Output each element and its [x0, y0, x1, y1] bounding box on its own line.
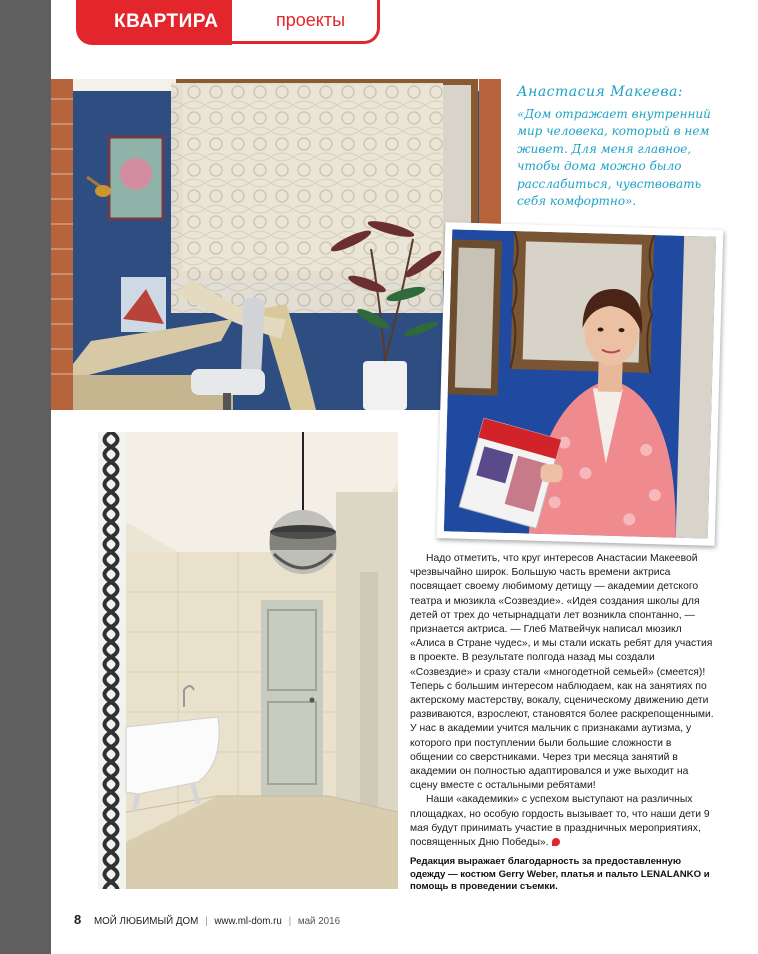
- rubric-tab[interactable]: [232, 0, 380, 44]
- portrait-photo: [437, 222, 724, 546]
- section-tab[interactable]: [76, 0, 232, 45]
- page-footer: [74, 912, 340, 927]
- magazine-name: МОЙ ЛЮБИМЫЙ ДОМ: [93, 916, 199, 927]
- article-paragraph-2: [410, 793, 715, 850]
- end-mark-icon: [552, 838, 560, 846]
- section-label: КВАРТИРА: [114, 11, 219, 32]
- bathroom-photo: [98, 432, 398, 889]
- page-number: 8: [74, 912, 82, 927]
- quote-author: Анастасия Макеева:: [517, 84, 684, 100]
- footer-separator: |: [205, 916, 208, 927]
- quote-text: «Дом отражает внутренний мир человека, который в нем живет. Для меня главное, чтобы дома можно было расслабиться, чувствовать себя комфортно».: [517, 107, 711, 209]
- balcony-photo: [51, 79, 501, 410]
- article-body: [410, 552, 715, 850]
- page-gutter: [0, 0, 51, 954]
- footer-separator-2: |: [288, 916, 292, 927]
- article-paragraph-2-text: Наши «академики» с успехом выступают на различных площадках, но особую гордость вызывает то, что наши дети 9 мая будут принимать участие в праздничных мероприятиях, посвященных Дню Победы».: [410, 794, 710, 849]
- rubric-label: проекты: [276, 10, 346, 30]
- issue-date: май 2016: [297, 916, 341, 927]
- credits-note: Редакция выражает благодарность за предоставленную одежду — костюм Gerry Weber, платья и пальто LENALANKO и помощь в проведении съемки.: [410, 856, 710, 892]
- article-paragraph-1: Надо отметить, что круг интересов Анастасии Макеевой чрезвычайно широк. Большую часть времени актриса посвящает своему любимому детищу — академии детского театра и мюзикла «Созвездие». «Идея создания школы для детей от трех до четырнадцати лет возникла спонтанно, — признается актриса. — Глеб Матвейчук написал мюзикл «Алиса в Стране чудес», и мы стали искать ребят для участия в проекте. В результате полгода назад мы создали «Созвездие» и сразу стали «многодетной семьей» (смеется)! Теперь с большим интересом наблюдаем, как на занятиях по актерскому мастерству, вокалу, сценическому движению дети развиваются, взрослеют, становятся более раскрепощенными. У нас в академии учится мальчик с признаками аутизма, у которого при поступлении были большие сложности в общении со сверстниками. Через три месяца занятий в академии он полностью адаптировался и уже выходит на сцену вместе с остальными ребятами!: [410, 553, 714, 792]
- magazine-url[interactable]: www.ml-dom.ru: [214, 916, 282, 927]
